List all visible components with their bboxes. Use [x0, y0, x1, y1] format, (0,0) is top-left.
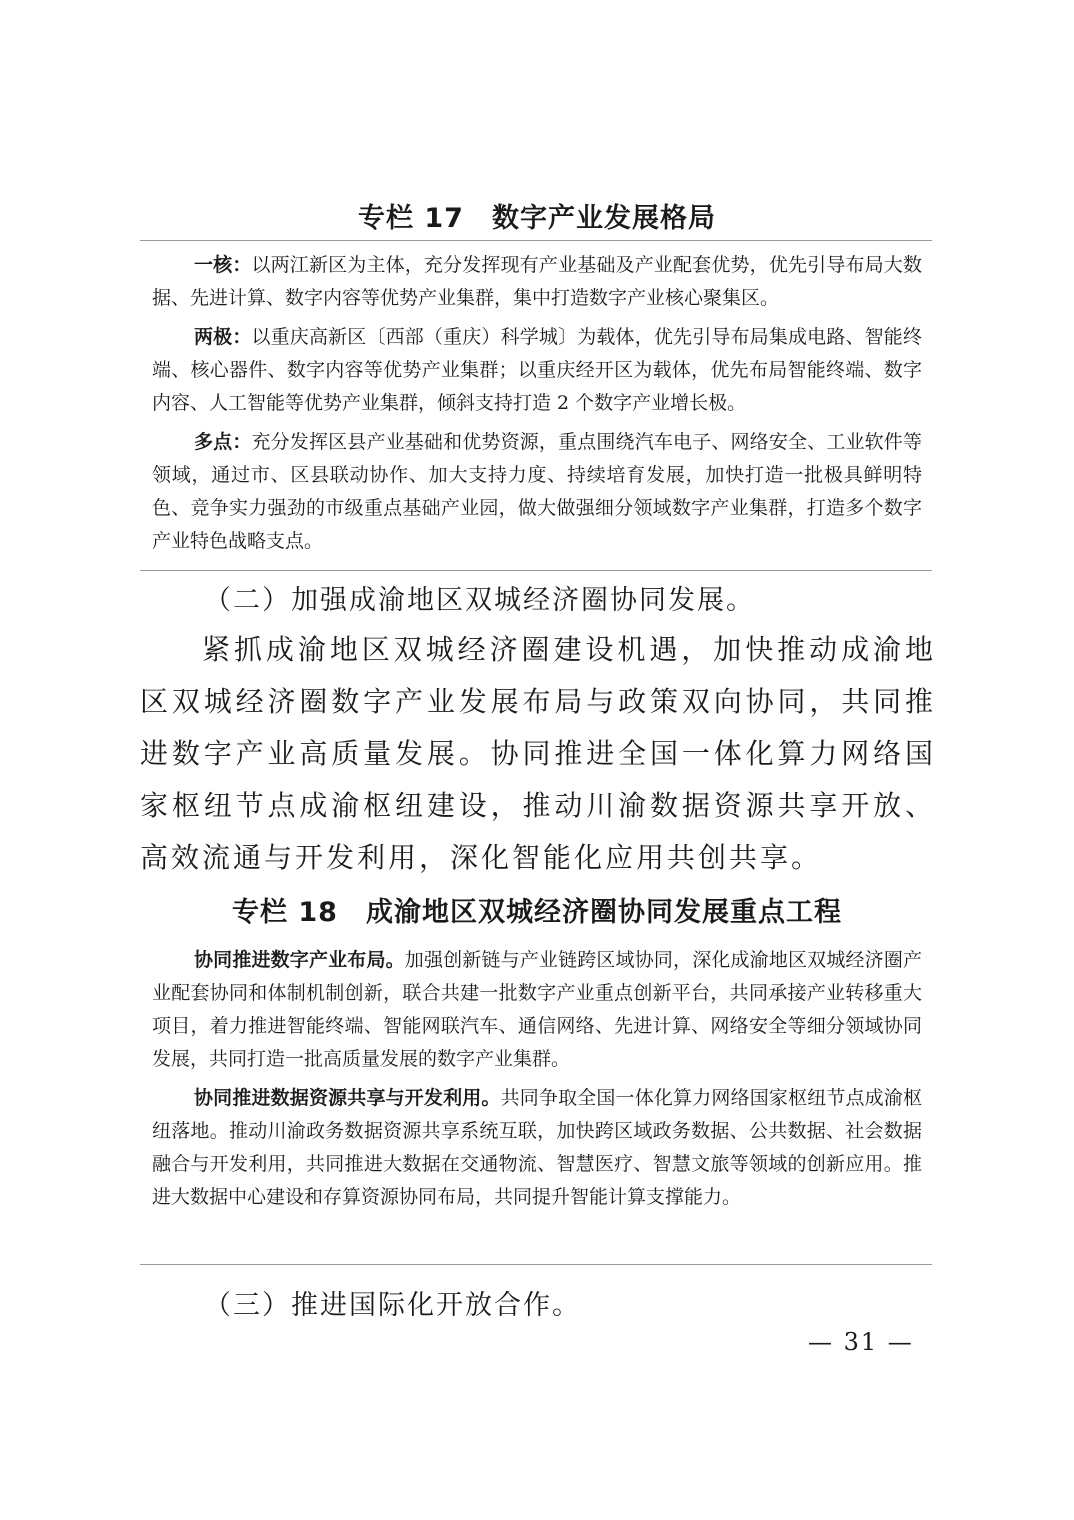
box18-item-data-lead: 协同推进数据资源共享与开发利用。	[194, 1087, 501, 1109]
box17-title: 专栏 17 数字产业发展格局	[358, 203, 716, 234]
box17-bottom-rule	[140, 570, 932, 571]
box17-item-poles-lead: 两极：	[194, 326, 252, 348]
box18-item-layout-lead: 协同推进数字产业布局。	[194, 949, 405, 971]
box18-item-data	[152, 1082, 922, 1214]
box17-item-points-lead: 多点：	[194, 431, 252, 453]
box18-item-layout	[152, 944, 922, 1076]
box17-top-rule	[140, 240, 932, 241]
box17-item-poles-text: 以重庆高新区〔西部（重庆）科学城〕为载体，优先引导布局集成电路、智能终端、核心器件、数字内容等优势产业集群；以重庆经开区为载体，优先布局智能终端、数字内容、人工智能等优势产业集群，倾斜支持打造 2 个数字产业增长极。	[152, 326, 922, 414]
box17-item-poles	[152, 321, 922, 420]
page-number: — 31 —	[808, 1328, 914, 1356]
box18-title: 专栏 18 成渝地区双城经济圈协同发展重点工程	[232, 897, 842, 928]
box18-bottom-rule	[140, 1264, 932, 1265]
box17-item-points	[152, 426, 922, 558]
box17-item-core-lead: 一核：	[194, 254, 252, 276]
section2-paragraph: 紧抓成渝地区双城经济圈建设机遇，加快推动成渝地区双城经济圈数字产业发展布局与政策双向协同，共同推进数字产业高质量发展。协同推进全国一体化算力网络国家枢纽节点成渝枢纽建设，推动川渝数据资源共享开放、高效流通与开发利用，深化智能化应用共创共享。	[140, 633, 936, 874]
box17-item-core-text: 以两江新区为主体，充分发挥现有产业基础及产业配套优势，优先引导布局大数据、先进计算、数字内容等优势产业集群，集中打造数字产业核心聚集区。	[152, 254, 922, 309]
box18-body	[152, 944, 922, 1220]
box18-item-layout-text: 加强创新链与产业链跨区域协同，深化成渝地区双城经济圈产业配套协同和体制机制创新，联合共建一批数字产业重点创新平台，共同承接产业转移重大项目，着力推进智能终端、智能网联汽车、通信网络、先进计算、网络安全等细分领域协同发展，共同打造一批高质量发展的数字产业集群。	[152, 949, 922, 1070]
section2-heading: （二）加强成渝地区双城经济圈协同发展。	[204, 585, 755, 616]
section3-heading: （三）推进国际化开放合作。	[204, 1290, 581, 1321]
box17-item-core	[152, 249, 922, 315]
box17-item-points-text: 充分发挥区县产业基础和优势资源，重点围绕汽车电子、网络安全、工业软件等领域，通过市、区县联动协作、加大支持力度、持续培育发展，加快打造一批极具鲜明特色、竞争实力强劲的市级重点基础产业园，做大做强细分领域数字产业集群，打造多个数字产业特色战略支点。	[152, 431, 922, 552]
box17-body	[152, 249, 922, 564]
box18-item-data-text: 共同争取全国一体化算力网络国家枢纽节点成渝枢纽落地。推动川渝政务数据资源共享系统互联，加快跨区域政务数据、公共数据、社会数据融合与开发利用，共同推进大数据在交通物流、智慧医疗、智慧文旅等领域的创新应用。推进大数据中心建设和存算资源协同布局，共同提升智能计算支撑能力。	[152, 1087, 922, 1208]
